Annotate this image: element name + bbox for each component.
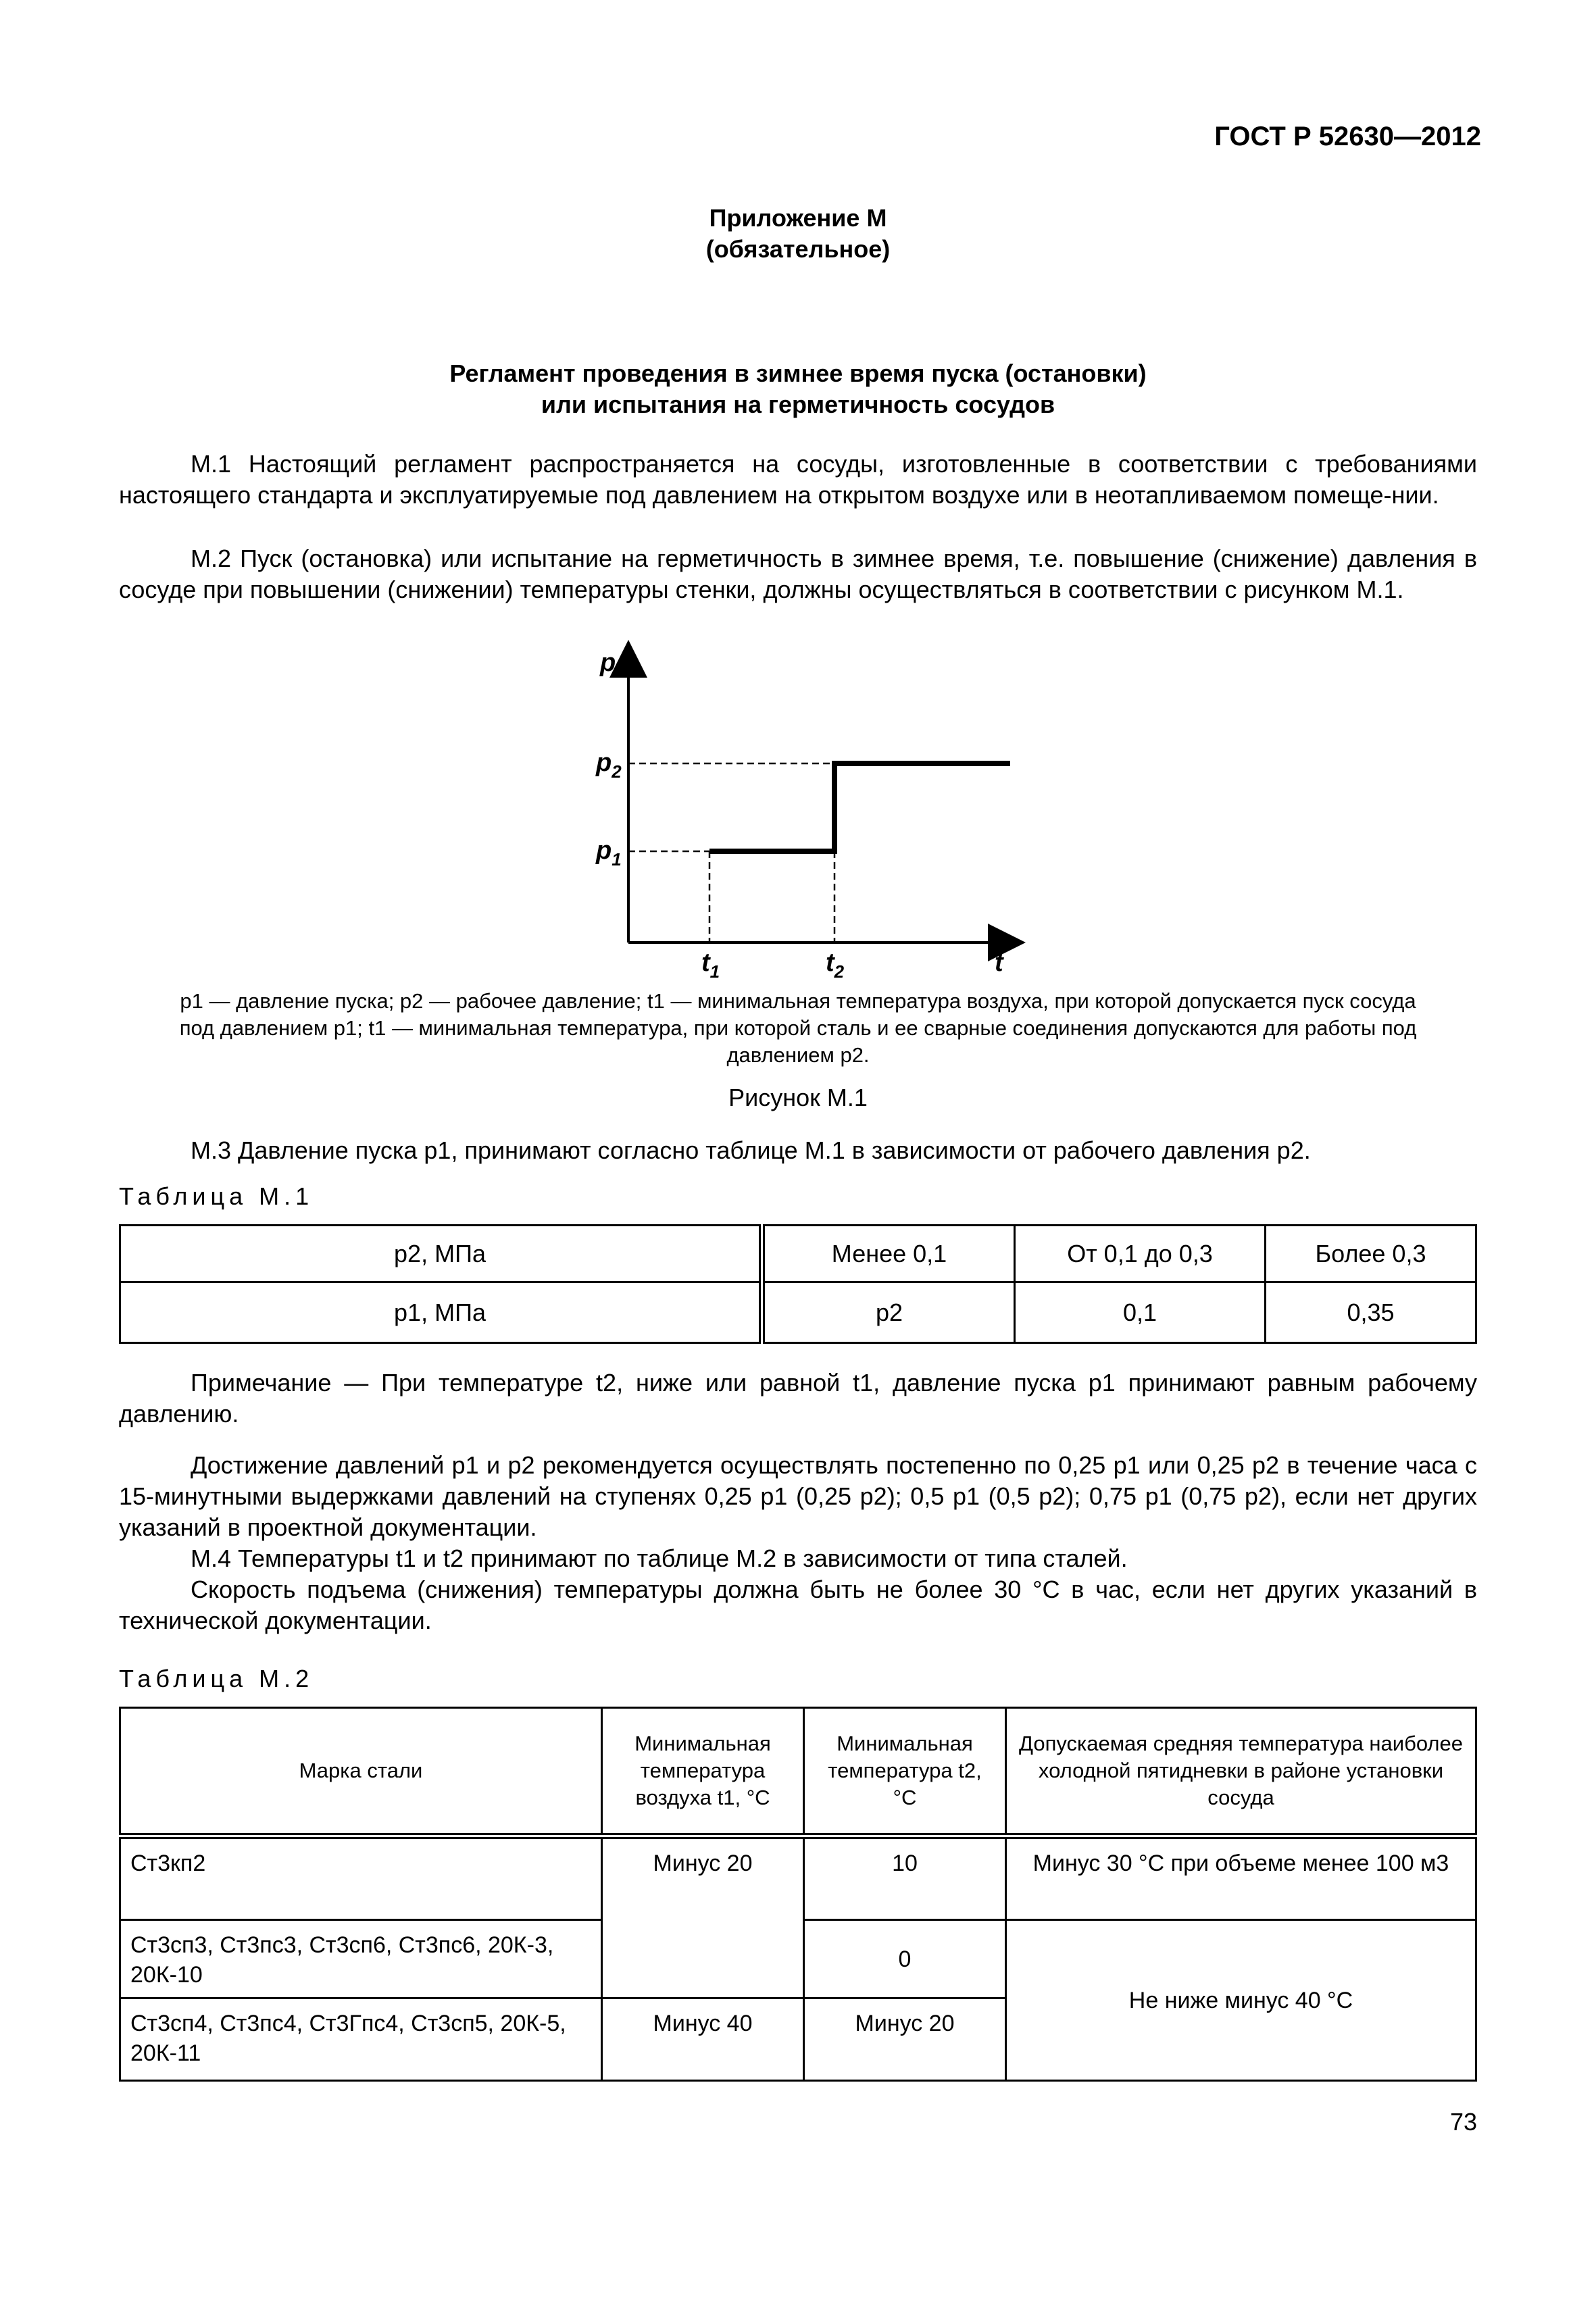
table-cell: 0,1 — [1015, 1282, 1266, 1343]
paragraph-reach — [119, 1450, 1477, 1543]
table-cell: Минус 40 — [602, 1998, 804, 2081]
table-row — [120, 1226, 1476, 1282]
paragraph-m1-text: М.1 Настоящий регламент распространяется на сосуды, изготовленные в соответствии с требованиями настоящего стандарта и эксплуатируемые под давлением на открытом воздухе или в неотапливаемом помеще-нии. — [119, 450, 1477, 509]
paragraph-m2-text: М.2 Пуск (остановка) или испытание на герметичность в зимнее время, т.е. повышение (снижение) давления в сосуде при повышении (снижении) температуры стенки, должны осуществляться в соответствии с рисунком М.1. — [119, 545, 1477, 603]
table-cell: p2, МПа — [120, 1226, 762, 1282]
table-cell: Ст3сп3, Ст3пс3, Ст3сп6, Ст3пс6, 20К-3, 20К-10 — [120, 1920, 602, 1998]
pressure-step-line — [709, 763, 1010, 851]
table-cell: p2 — [762, 1282, 1015, 1343]
figure-caption-line3: давлением p2. — [726, 1043, 870, 1067]
standard-header: ГОСТ Р 52630—2012 — [1214, 122, 1481, 151]
figure-title: Рисунок М.1 — [728, 1084, 868, 1111]
table-cell: 0,35 — [1266, 1282, 1476, 1343]
appendix-title: Приложение М — [709, 204, 887, 232]
paragraph-m3 — [119, 1135, 1477, 1166]
note — [119, 1367, 1477, 1430]
y-tick-p1: $p_1$ — [596, 836, 622, 870]
table-m2 — [119, 1707, 1477, 2082]
table-cell: Минус 20 — [602, 1836, 804, 1998]
y-axis-label: p — [600, 649, 616, 677]
figure-caption-line2: под давлением p1; t1 — минимальная температура, при которой сталь и ее сварные соединения допускаются для работы под — [179, 1016, 1417, 1040]
table-cell: Ст3сп4, Ст3пс4, Ст3Гпс4, Ст3сп5, 20К-5, 20К-11 — [120, 1998, 602, 2081]
table-cell: p1, МПа — [120, 1282, 762, 1343]
table-cell: Минус 20 — [804, 1998, 1006, 2081]
table-header-cell: Минимальная температура воздуха t1, °С — [602, 1708, 804, 1836]
table-cell: Не ниже минус 40 °С — [1006, 1920, 1476, 2081]
section-title-line1: Регламент проведения в зимнее время пуска (остановки) — [449, 359, 1147, 387]
table-cell: От 0,1 до 0,3 — [1015, 1226, 1266, 1282]
figure-caption-line1: p1 — давление пуска; p2 — рабочее давление; t1 — минимальная температура воздуха, при которой допускается пуск сосуда — [180, 989, 1416, 1013]
table-cell: 10 — [804, 1836, 1006, 1920]
table-cell: Ст3кп2 — [120, 1836, 602, 1920]
section-title-line2: или испытания на герметичность сосудов — [541, 391, 1055, 418]
table-row — [120, 1282, 1476, 1343]
y-tick-p2: $p_2$ — [596, 749, 622, 782]
figure-m1-chart — [568, 638, 1041, 990]
table-header-cell: Марка стали — [120, 1708, 602, 1836]
paragraph-speed — [119, 1574, 1477, 1636]
x-tick-t2: $t_2$ — [826, 949, 845, 982]
paragraph-speed-text: Скорость подъема (снижения) температуры должна быть не более 30 °С в час, если нет других указаний в технической документации. — [119, 1576, 1477, 1634]
paragraph-m1 — [119, 449, 1477, 511]
table-cell: Менее 0,1 — [762, 1226, 1015, 1282]
table2-label: Таблица М.2 — [119, 1665, 314, 1692]
figure-caption — [119, 988, 1477, 1069]
table1-label: Таблица М.1 — [119, 1182, 314, 1210]
paragraph-m4-text: М.4 Температуры t1 и t2 принимают по таблице М.2 в зависимости от типа сталей. — [191, 1544, 1128, 1572]
table-cell: Минус 30 °С при объеме менее 100 м3 — [1006, 1836, 1476, 1920]
x-axis-label: t — [995, 949, 1003, 977]
x-tick-t1: $t_1$ — [701, 949, 720, 982]
page-number: 73 — [1449, 2108, 1477, 2136]
table-row — [120, 1708, 1476, 1836]
table-row — [120, 1836, 1476, 1920]
table-cell: 0 — [804, 1920, 1006, 1998]
paragraph-m3-text: М.3 Давление пуска p1, принимают согласно таблице М.1 в зависимости от рабочего давления p2. — [191, 1136, 1311, 1164]
appendix-status: (обязательное) — [705, 235, 891, 263]
paragraph-reach-text: Достижение давлений p1 и p2 рекомендуется осуществлять постепенно по 0,25 p1 или 0,25 p2 в течение часа с 15-минутными выдержками давлений на ступенях 0,25 p1 (0,25 p2); 0,5 p1 (0,5 p2); 0,75 p1 (0,75 p2), если нет других указаний в проектной документации. — [119, 1451, 1477, 1541]
table-header-cell: Допускаемая средняя температура наиболее холодной пятидневки в районе установки сосуда — [1006, 1708, 1476, 1836]
table-header-cell: Минимальная температура t2, °С — [804, 1708, 1006, 1836]
paragraph-m4 — [119, 1543, 1477, 1574]
table-m1 — [119, 1224, 1477, 1344]
paragraph-m2 — [119, 543, 1477, 605]
table-cell: Более 0,3 — [1266, 1226, 1476, 1282]
note-text: Примечание — При температуре t2, ниже или равной t1, давление пуска p1 принимают равным рабочему давлению. — [119, 1369, 1477, 1428]
